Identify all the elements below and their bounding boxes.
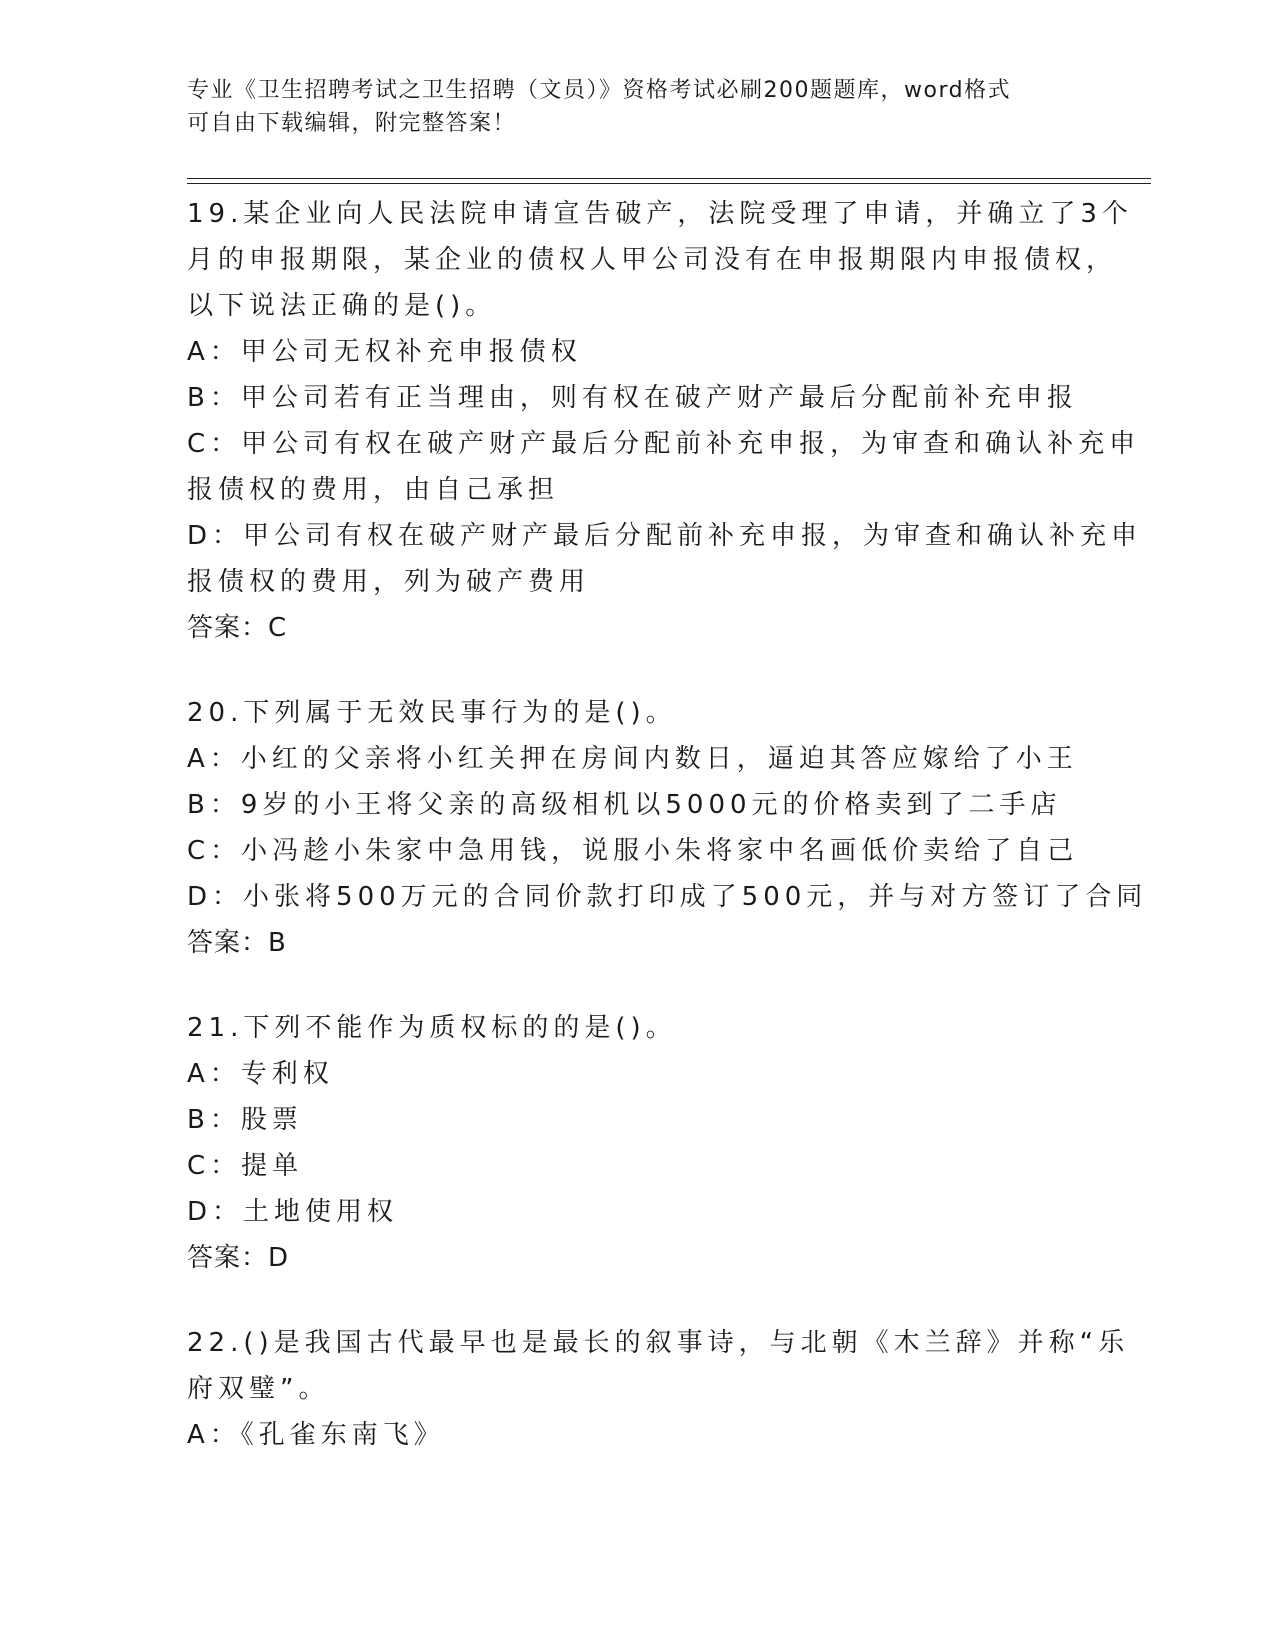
answer: 答案：D <box>187 1243 290 1273</box>
option-b: B：9岁的小王将父亲的高级相机以5000元的价格卖到了二手店 <box>187 790 1062 820</box>
question-stem: 22.()是我国古代最早也是最长的叙事诗，与北朝《木兰辞》并称“乐 <box>187 1328 1130 1358</box>
option-b: B：股票 <box>187 1105 303 1135</box>
question-stem: 21.下列不能作为质权标的的是()。 <box>187 1013 677 1043</box>
answer: 答案：B <box>187 928 287 958</box>
header-line: 可自由下载编辑，附完整答案！ <box>187 111 517 136</box>
question-22 <box>187 1320 1130 1458</box>
option-d-continued: 报债权的费用，列为破产费用 <box>187 567 591 597</box>
option-d: D：土地使用权 <box>187 1197 399 1227</box>
question-stem: 以下说法正确的是()。 <box>187 291 497 321</box>
header-rule-top <box>187 178 1151 179</box>
option-c: C：小冯趁小朱家中急用钱，说服小朱将家中名画低价卖给了自己 <box>187 836 1079 866</box>
option-d: D：小张将500万元的合同价款打印成了500元，并与对方签订了合同 <box>187 882 1148 912</box>
header-line: 专业《卫生招聘考试之卫生招聘（文员）》资格考试必刷200题题库，word格式 <box>187 78 1012 103</box>
option-c: C：甲公司有权在破产财产最后分配前补充申报，为审查和确认补充申 <box>187 429 1141 459</box>
question-list <box>187 191 1148 1497</box>
question-stem: 20.下列属于无效民事行为的是()。 <box>187 698 677 728</box>
question-stem: 月的申报期限，某企业的债权人甲公司没有在申报期限内申报债权， <box>187 245 1118 275</box>
header-rule-bottom <box>187 183 1151 184</box>
answer: 答案：C <box>187 613 288 643</box>
question-stem: 19.某企业向人民法院申请宣告破产，法院受理了申请，并确立了3个 <box>187 199 1133 229</box>
option-a: A：《孔雀东南飞》 <box>187 1420 445 1450</box>
option-a: A：甲公司无权补充申报债权 <box>187 337 582 367</box>
option-c-continued: 报债权的费用，由自己承担 <box>187 475 560 505</box>
document-header <box>187 74 1067 140</box>
option-d: D：甲公司有权在破产财产最后分配前补充申报，为审查和确认补充申 <box>187 521 1143 551</box>
question-21 <box>187 1005 1087 1281</box>
option-a: A：专利权 <box>187 1059 334 1089</box>
option-b: B：甲公司若有正当理由，则有权在破产财产最后分配前补充申报 <box>187 383 1078 413</box>
question-20 <box>187 690 1148 966</box>
question-19 <box>187 191 1143 651</box>
option-c: C：提单 <box>187 1151 304 1181</box>
option-a: A：小红的父亲将小红关押在房间内数日，逼迫其答应嫁给了小王 <box>187 744 1078 774</box>
question-stem: 府双璧”。 <box>187 1374 330 1404</box>
